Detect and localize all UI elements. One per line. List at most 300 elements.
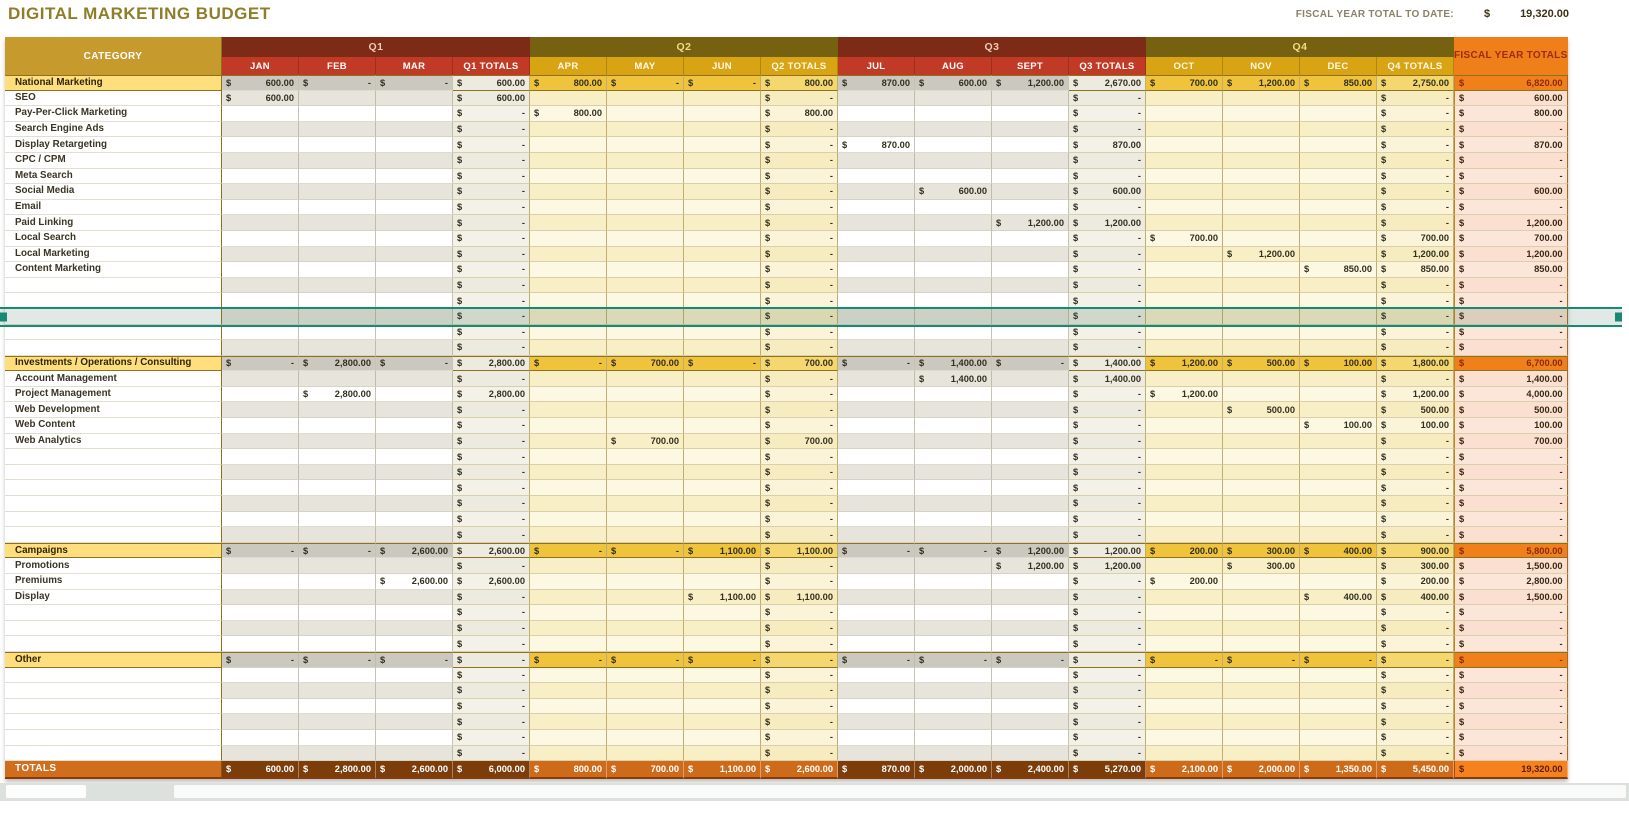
cell[interactable] <box>1377 527 1454 543</box>
cell[interactable] <box>1223 683 1300 699</box>
cell[interactable] <box>992 91 1069 107</box>
cell[interactable] <box>222 215 299 231</box>
cell[interactable] <box>1146 449 1223 465</box>
cell[interactable] <box>992 746 1069 762</box>
cell[interactable] <box>453 137 530 153</box>
cell[interactable] <box>838 402 915 418</box>
cell[interactable] <box>1377 387 1454 403</box>
cell[interactable] <box>915 371 992 387</box>
cell[interactable] <box>915 605 992 621</box>
cell[interactable] <box>761 746 838 762</box>
cell[interactable] <box>1069 512 1146 528</box>
cell[interactable] <box>376 636 453 652</box>
cell[interactable] <box>761 122 838 138</box>
cell[interactable] <box>453 184 530 200</box>
fiscal-total-cell[interactable] <box>1454 746 1568 762</box>
cell[interactable] <box>1223 356 1300 372</box>
cell[interactable] <box>1377 371 1454 387</box>
cell[interactable] <box>684 730 761 746</box>
cell[interactable] <box>915 309 992 325</box>
cell[interactable] <box>1377 574 1454 590</box>
cell[interactable] <box>222 590 299 606</box>
cell[interactable] <box>453 434 530 450</box>
cell[interactable] <box>1223 668 1300 684</box>
cell[interactable] <box>607 75 684 91</box>
row-label-cell[interactable] <box>5 668 222 684</box>
cell[interactable] <box>607 543 684 559</box>
cell[interactable] <box>299 527 376 543</box>
cell[interactable] <box>838 325 915 341</box>
cell[interactable] <box>1069 387 1146 403</box>
cell[interactable] <box>761 480 838 496</box>
cell[interactable] <box>299 621 376 637</box>
cell[interactable] <box>453 122 530 138</box>
cell[interactable] <box>1223 730 1300 746</box>
cell[interactable] <box>1377 465 1454 481</box>
cell[interactable] <box>761 387 838 403</box>
cell[interactable] <box>607 605 684 621</box>
cell[interactable] <box>1223 231 1300 247</box>
cell[interactable] <box>1146 169 1223 185</box>
cell[interactable] <box>761 293 838 309</box>
cell[interactable] <box>222 153 299 169</box>
cell[interactable] <box>1377 418 1454 434</box>
cell[interactable] <box>761 465 838 481</box>
fiscal-total-cell[interactable] <box>1454 278 1568 294</box>
cell[interactable] <box>1069 200 1146 216</box>
cell[interactable] <box>607 278 684 294</box>
cell[interactable] <box>1146 106 1223 122</box>
cell[interactable] <box>1223 418 1300 434</box>
cell[interactable] <box>607 636 684 652</box>
cell[interactable] <box>530 371 607 387</box>
cell[interactable] <box>838 91 915 107</box>
cell[interactable] <box>607 247 684 263</box>
cell[interactable] <box>222 325 299 341</box>
cell[interactable] <box>1146 340 1223 356</box>
cell[interactable] <box>376 652 453 668</box>
cell[interactable] <box>376 309 453 325</box>
cell[interactable] <box>1300 434 1377 450</box>
cell[interactable] <box>530 247 607 263</box>
cell[interactable] <box>530 402 607 418</box>
cell[interactable] <box>992 730 1069 746</box>
cell[interactable] <box>838 137 915 153</box>
row-label-cell[interactable]: Meta Search <box>5 169 222 185</box>
cell[interactable] <box>1146 91 1223 107</box>
cell[interactable] <box>1300 496 1377 512</box>
cell[interactable] <box>1069 278 1146 294</box>
cell[interactable] <box>376 621 453 637</box>
cell[interactable] <box>530 480 607 496</box>
cell[interactable] <box>1377 231 1454 247</box>
cell[interactable] <box>530 325 607 341</box>
cell[interactable] <box>915 91 992 107</box>
cell[interactable] <box>222 262 299 278</box>
cell[interactable] <box>761 247 838 263</box>
cell[interactable] <box>915 730 992 746</box>
cell[interactable] <box>1069 434 1146 450</box>
cell[interactable] <box>299 480 376 496</box>
cell[interactable] <box>992 169 1069 185</box>
cell[interactable] <box>1146 434 1223 450</box>
cell[interactable] <box>1300 714 1377 730</box>
cell[interactable] <box>1069 574 1146 590</box>
cell[interactable] <box>761 278 838 294</box>
cell[interactable] <box>222 699 299 715</box>
cell[interactable] <box>838 746 915 762</box>
cell[interactable] <box>761 325 838 341</box>
cell[interactable] <box>838 184 915 200</box>
cell[interactable] <box>761 605 838 621</box>
cell[interactable] <box>838 309 915 325</box>
totals-label-cell[interactable]: TOTALS <box>5 761 222 779</box>
cell[interactable] <box>530 574 607 590</box>
cell[interactable] <box>838 730 915 746</box>
cell[interactable] <box>376 340 453 356</box>
cell[interactable] <box>453 668 530 684</box>
cell[interactable] <box>1377 543 1454 559</box>
cell[interactable] <box>453 340 530 356</box>
selection-handle-right[interactable] <box>1615 312 1622 321</box>
cell[interactable] <box>761 215 838 231</box>
cell[interactable] <box>376 714 453 730</box>
cell[interactable] <box>1377 668 1454 684</box>
cell[interactable] <box>1377 714 1454 730</box>
cell[interactable] <box>376 91 453 107</box>
cell[interactable] <box>530 169 607 185</box>
cell[interactable] <box>684 558 761 574</box>
cell[interactable] <box>607 512 684 528</box>
fiscal-total-cell[interactable] <box>1454 730 1568 746</box>
fiscal-total-cell[interactable] <box>1454 309 1568 325</box>
cell[interactable] <box>607 122 684 138</box>
cell[interactable] <box>376 496 453 512</box>
cell[interactable] <box>684 340 761 356</box>
cell[interactable] <box>761 449 838 465</box>
cell[interactable] <box>684 75 761 91</box>
row-label-cell[interactable]: SEO <box>5 91 222 107</box>
cell[interactable] <box>915 75 992 91</box>
cell[interactable] <box>1377 91 1454 107</box>
cell[interactable] <box>1069 122 1146 138</box>
month-header[interactable]: JAN <box>222 57 299 75</box>
cell[interactable] <box>376 371 453 387</box>
cell[interactable] <box>299 247 376 263</box>
fiscal-total-cell[interactable] <box>1454 231 1568 247</box>
cell[interactable] <box>684 356 761 372</box>
cell[interactable] <box>222 418 299 434</box>
row-label-cell[interactable]: Web Content <box>5 418 222 434</box>
cell[interactable] <box>222 106 299 122</box>
cell[interactable] <box>1300 122 1377 138</box>
row-label-cell[interactable] <box>5 465 222 481</box>
cell[interactable] <box>376 527 453 543</box>
cell[interactable] <box>1223 543 1300 559</box>
cell[interactable] <box>299 652 376 668</box>
cell[interactable] <box>1146 714 1223 730</box>
cell[interactable] <box>992 137 1069 153</box>
cell[interactable] <box>761 714 838 730</box>
fiscal-total-cell[interactable] <box>1454 356 1568 372</box>
cell[interactable] <box>838 356 915 372</box>
cell[interactable] <box>607 153 684 169</box>
cell[interactable] <box>1223 480 1300 496</box>
cell[interactable] <box>1069 91 1146 107</box>
cell[interactable] <box>1223 621 1300 637</box>
cell[interactable] <box>453 683 530 699</box>
cell[interactable] <box>299 340 376 356</box>
cell[interactable] <box>222 184 299 200</box>
fiscal-total-cell[interactable] <box>1454 449 1568 465</box>
cell[interactable] <box>1377 340 1454 356</box>
cell[interactable] <box>915 480 992 496</box>
cell[interactable] <box>684 262 761 278</box>
cell[interactable] <box>222 543 299 559</box>
cell[interactable] <box>1300 730 1377 746</box>
cell[interactable] <box>992 106 1069 122</box>
cell[interactable] <box>1300 231 1377 247</box>
cell[interactable] <box>838 153 915 169</box>
cell[interactable] <box>684 137 761 153</box>
month-header[interactable]: DEC <box>1300 57 1377 75</box>
cell[interactable] <box>1377 293 1454 309</box>
cell[interactable] <box>761 184 838 200</box>
cell[interactable] <box>530 122 607 138</box>
cell[interactable] <box>761 340 838 356</box>
cell[interactable] <box>530 262 607 278</box>
cell[interactable] <box>376 325 453 341</box>
fiscal-total-cell[interactable] <box>1454 574 1568 590</box>
cell[interactable] <box>992 340 1069 356</box>
cell[interactable] <box>1377 590 1454 606</box>
totals-cell[interactable] <box>915 761 992 779</box>
cell[interactable] <box>1223 153 1300 169</box>
month-header[interactable]: JUN <box>684 57 761 75</box>
row-label-cell[interactable] <box>5 527 222 543</box>
cell[interactable] <box>761 730 838 746</box>
cell[interactable] <box>1069 356 1146 372</box>
cell[interactable] <box>761 91 838 107</box>
fiscal-year-totals-header[interactable]: FISCAL YEAR TOTALS <box>1454 37 1568 75</box>
cell[interactable] <box>376 184 453 200</box>
cell[interactable] <box>299 636 376 652</box>
cell[interactable] <box>684 215 761 231</box>
cell[interactable] <box>1069 262 1146 278</box>
cell[interactable] <box>761 512 838 528</box>
cell[interactable] <box>453 730 530 746</box>
cell[interactable] <box>1300 137 1377 153</box>
cell[interactable] <box>1300 200 1377 216</box>
cell[interactable] <box>1146 746 1223 762</box>
cell[interactable] <box>1377 278 1454 294</box>
cell[interactable] <box>1223 278 1300 294</box>
row-label-cell[interactable]: Local Search <box>5 231 222 247</box>
cell[interactable] <box>1223 137 1300 153</box>
cell[interactable] <box>992 636 1069 652</box>
cell[interactable] <box>761 543 838 559</box>
cell[interactable] <box>915 137 992 153</box>
cell[interactable] <box>1146 418 1223 434</box>
totals-cell[interactable] <box>1300 761 1377 779</box>
cell[interactable] <box>376 293 453 309</box>
cell[interactable] <box>992 356 1069 372</box>
section-label-cell[interactable]: Investments / Operations / Consulting <box>5 356 222 372</box>
row-label-cell[interactable]: Account Management <box>5 371 222 387</box>
cell[interactable] <box>1146 590 1223 606</box>
cell[interactable] <box>761 309 838 325</box>
cell[interactable] <box>915 714 992 730</box>
cell[interactable] <box>530 340 607 356</box>
cell[interactable] <box>376 605 453 621</box>
cell[interactable] <box>299 106 376 122</box>
fiscal-total-cell[interactable] <box>1454 75 1568 91</box>
month-header[interactable]: MAR <box>376 57 453 75</box>
cell[interactable] <box>1223 496 1300 512</box>
cell[interactable] <box>1069 231 1146 247</box>
cell[interactable] <box>222 714 299 730</box>
fiscal-total-cell[interactable] <box>1454 293 1568 309</box>
cell[interactable] <box>453 636 530 652</box>
row-label-cell[interactable] <box>5 480 222 496</box>
cell[interactable] <box>376 590 453 606</box>
cell[interactable] <box>1377 137 1454 153</box>
cell[interactable] <box>1377 558 1454 574</box>
cell[interactable] <box>222 605 299 621</box>
cell[interactable] <box>838 449 915 465</box>
cell[interactable] <box>222 558 299 574</box>
cell[interactable] <box>992 683 1069 699</box>
cell[interactable] <box>299 215 376 231</box>
cell[interactable] <box>684 200 761 216</box>
cell[interactable] <box>299 512 376 528</box>
cell[interactable] <box>992 247 1069 263</box>
cell[interactable] <box>1146 636 1223 652</box>
row-label-cell[interactable] <box>5 636 222 652</box>
cell[interactable] <box>915 122 992 138</box>
cell[interactable] <box>1300 247 1377 263</box>
cell[interactable] <box>992 262 1069 278</box>
cell[interactable] <box>915 387 992 403</box>
cell[interactable] <box>1146 247 1223 263</box>
cell[interactable] <box>607 558 684 574</box>
cell[interactable] <box>222 668 299 684</box>
cell[interactable] <box>607 184 684 200</box>
cell[interactable] <box>684 106 761 122</box>
cell[interactable] <box>607 496 684 512</box>
cell[interactable] <box>992 668 1069 684</box>
cell[interactable] <box>1069 153 1146 169</box>
cell[interactable] <box>453 75 530 91</box>
cell[interactable] <box>1300 293 1377 309</box>
cell[interactable] <box>607 590 684 606</box>
cell[interactable] <box>684 122 761 138</box>
cell[interactable] <box>1300 106 1377 122</box>
cell[interactable] <box>299 730 376 746</box>
cell[interactable] <box>607 402 684 418</box>
cell[interactable] <box>453 418 530 434</box>
cell[interactable] <box>530 75 607 91</box>
cell[interactable] <box>1300 262 1377 278</box>
cell[interactable] <box>992 543 1069 559</box>
fiscal-total-cell[interactable] <box>1454 714 1568 730</box>
cell[interactable] <box>1223 215 1300 231</box>
cell[interactable] <box>607 106 684 122</box>
cell[interactable] <box>530 387 607 403</box>
cell[interactable] <box>1300 527 1377 543</box>
totals-cell[interactable] <box>1377 761 1454 779</box>
cell[interactable] <box>684 714 761 730</box>
cell[interactable] <box>1069 75 1146 91</box>
cell[interactable] <box>1223 699 1300 715</box>
cell[interactable] <box>1146 200 1223 216</box>
section-label-cell[interactable]: Other <box>5 652 222 668</box>
quarter-totals-header[interactable]: Q2 TOTALS <box>761 57 838 75</box>
cell[interactable] <box>453 215 530 231</box>
cell[interactable] <box>530 278 607 294</box>
cell[interactable] <box>684 512 761 528</box>
cell[interactable] <box>1223 340 1300 356</box>
cell[interactable] <box>915 169 992 185</box>
cell[interactable] <box>222 465 299 481</box>
cell[interactable] <box>838 293 915 309</box>
cell[interactable] <box>1069 325 1146 341</box>
fiscal-total-cell[interactable] <box>1454 683 1568 699</box>
cell[interactable] <box>1223 434 1300 450</box>
cell[interactable] <box>299 605 376 621</box>
cell[interactable] <box>299 668 376 684</box>
cell[interactable] <box>838 714 915 730</box>
cell[interactable] <box>992 480 1069 496</box>
cell[interactable] <box>1069 309 1146 325</box>
cell[interactable] <box>915 683 992 699</box>
cell[interactable] <box>1069 449 1146 465</box>
cell[interactable] <box>915 621 992 637</box>
cell[interactable] <box>453 574 530 590</box>
month-header[interactable]: APR <box>530 57 607 75</box>
cell[interactable] <box>1377 652 1454 668</box>
cell[interactable] <box>1146 496 1223 512</box>
cell[interactable] <box>222 247 299 263</box>
cell[interactable] <box>838 527 915 543</box>
cell[interactable] <box>376 153 453 169</box>
cell[interactable] <box>453 543 530 559</box>
cell[interactable] <box>222 122 299 138</box>
cell[interactable] <box>915 325 992 341</box>
row-label-cell[interactable] <box>5 605 222 621</box>
cell[interactable] <box>1223 402 1300 418</box>
fiscal-total-cell[interactable] <box>1454 621 1568 637</box>
cell[interactable] <box>838 652 915 668</box>
cell[interactable] <box>684 247 761 263</box>
totals-cell[interactable] <box>222 761 299 779</box>
cell[interactable] <box>684 683 761 699</box>
cell[interactable] <box>1223 184 1300 200</box>
cell[interactable] <box>453 91 530 107</box>
cell[interactable] <box>607 200 684 216</box>
cell[interactable] <box>1300 465 1377 481</box>
cell[interactable] <box>1377 169 1454 185</box>
cell[interactable] <box>1069 247 1146 263</box>
cell[interactable] <box>1146 371 1223 387</box>
cell[interactable] <box>376 106 453 122</box>
cell[interactable] <box>299 153 376 169</box>
cell[interactable] <box>1377 746 1454 762</box>
cell[interactable] <box>992 527 1069 543</box>
cell[interactable] <box>1146 231 1223 247</box>
cell[interactable] <box>915 231 992 247</box>
cell[interactable] <box>1377 153 1454 169</box>
